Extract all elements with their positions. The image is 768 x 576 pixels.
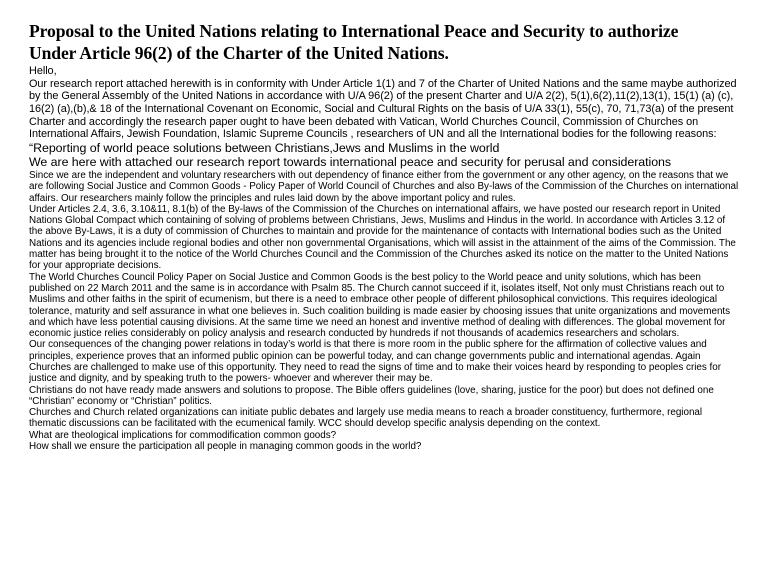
body-paragraph: Since we are the independent and voluntary researchers with out dependency of finance either from the government or any other agency, on the reasons that we are following Social Justice and Common Goods - Policy Paper of World Council of Churches and also By-laws of the Commission of the Churches on international affairs. Our researchers mainly follow the principles and rules laid down by the above important policy and rules. (29, 169, 739, 204)
body-paragraph: Churches and Church related organizations can initiate public debates and largely use media means to reach a broader constituency, furthermore, regional thematic discussions can be facilitated with the ecumenical family. WCC should develop specific analysis depending on the context. (29, 407, 703, 430)
body-question: What are theological implications for commodification common goods? (29, 429, 337, 441)
body-paragraph: Our consequences of the changing power relations in today’s world is that there is more room in the public sphere for the affirmation of collective values and principles, experience proves that an informed public opinion can be powerful today, and can change governments public and international agendas. Again Churches are challenged to make use of this opportunity. They need to read the signs of time and to make their voices heard by responding to peoples cries for justice and dignity, and by speaking truth to the powers- whoever and wherever their may be. (29, 339, 721, 385)
body-section (29, 170, 740, 452)
body-question-clipped: How shall we ensure the participation all people in managing common goods in the world? (29, 441, 422, 453)
page-title: Proposal to the United Nations relating to International Peace and Security to authorize Under Article 96(2) of the Charter of the United Nations. (29, 21, 679, 63)
lead-section (29, 65, 740, 141)
lead-paragraph: Our research report attached herewith is in conformity with Under Article 1(1) and 7 of the Charter of United Nations and the same maybe authorized by the General Assembly of the United Nations in accordance with U/A 96(2) of the present Charter and U/A 2(2), 5(1),6(2),11(2),13(1), 15(1) (a) (c), 16(2) (a),(b),& 18 of the International Covenant on Economic, Social and Cultural Rights on the basis of U/A 33(1), 55(c), 70, 71,73(a) of the present Charter and accordingly the research paper ought to have been debated with Vatican, World Churches Council, Commission of Churches on International Affairs, Jewish Foundation, Islamic Supreme Councils , researchers of UN and all the International bodies for the following reasons: (29, 77, 737, 141)
greeting-line: Hello, (29, 65, 57, 78)
emphasis-section (29, 141, 740, 170)
body-paragraph: The World Churches Council Policy Paper on Social Justice and Common Goods is the best policy to the World peace and unity solutions, which has been published on 22 March 2011 and the same is in accordance with Psalm 85. The Church cannot succeed if it, isolates itself, Not only must Christians reach out to Muslims and other faiths in the spirit of ecumenism, but there is a need to embrace other people of different philosophical convictions. This requires ideological tolerance, maturity and self assurance in what one believes in. Such coalition building is made easier by choosing issues that unite organizations and movements and which have less potential causing divisions. At the same time we need an honest and inventive method of dealing with differences. The global movement for economic justice relies considerably on policy analysis and research conducted by hundreds if not thousands of academics researchers and scholars. (29, 271, 731, 340)
body-paragraph: Under Articles 2.4, 3.6, 3.10&11, 8.1(b) of the By-laws of the Commission of the Churches on international affairs, we have posted our research report in United Nations Global Compact which containing of solving of problems between Christians, Jews, Muslims and Hindus in the world. In accordance with Articles 3.12 of the above By-Laws, it is a duty of commission of Churches to maintain and provide for the maintenance of contacts with International bodies such as the United Nations and its agencies include regional bodies and other non governmental Organisations, which will assist in the attainment of the aims of the Commission. The matter has being brought it to the notice of the World Churches Council and the Commission of the Churches asked its notice on the matter to the United Nations for your appropriate decisions. (29, 203, 736, 272)
document-body (29, 21, 740, 452)
emphasis-line-2: We are here with attached our research report towards international peace and security for perusal and considerations (29, 155, 672, 170)
body-paragraph: Christians do not have ready made answers and solutions to propose. The Bible offers guidelines (love, sharing, justice for the poor) but does not defined one “Christian” economy or “Christian” politics. (29, 384, 714, 407)
emphasis-line-1: “Reporting of world peace solutions between Christians,Jews and Muslims in the world (29, 140, 500, 155)
